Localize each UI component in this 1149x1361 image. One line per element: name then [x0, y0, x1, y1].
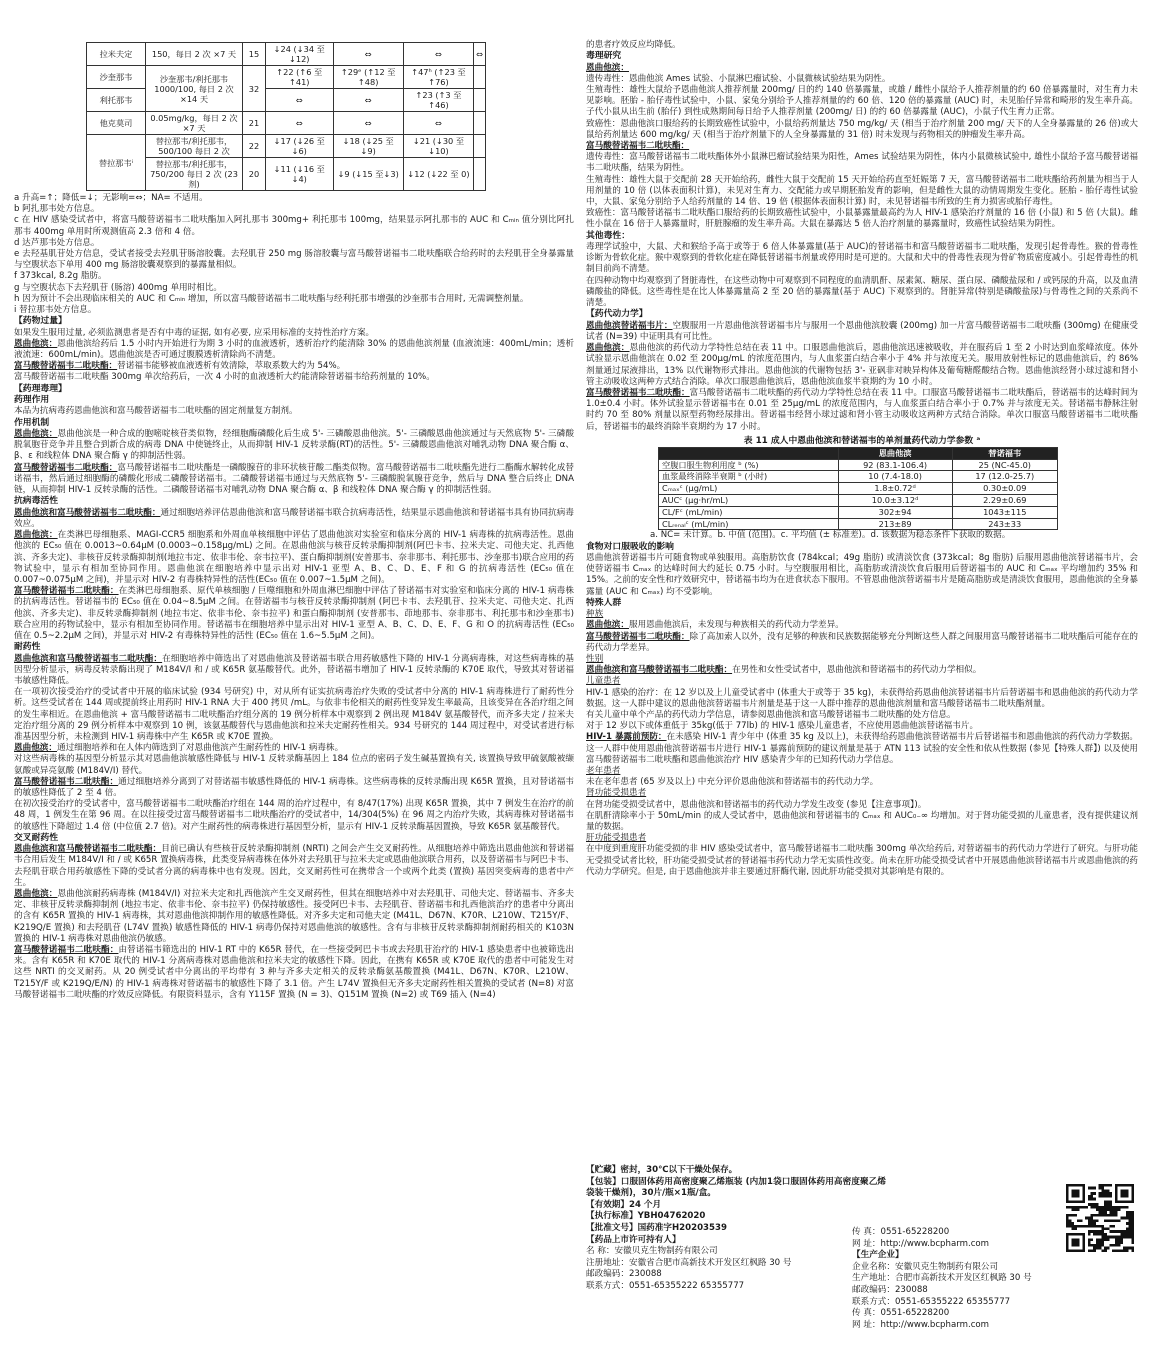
tcmax-cell: [474, 158, 486, 191]
paragraph-lead: 富马酸替诺福韦二吡呋酯：: [14, 462, 118, 473]
paragraph: 种族: [586, 609, 604, 620]
tcmax-cell: [474, 66, 486, 89]
cmin-cell: ↓12 (↓22 至 0): [403, 158, 473, 191]
paragraph-lead: 恩曲他滨：: [14, 889, 58, 900]
paragraph: 恩曲他滨替诺福韦片可随食物或单独服用。高脂肪饮食 (784kcal；49g 脂肪) 或清淡饮食 (373kcal；8g 脂肪) 后服用恩曲他滨替诺福韦片，会使替诺福韦 Cₘₐₓ 的达峰时间大约延长 0.75 小时。与空腹服用相比，高脂肪或清淡饮食后服用后替诺福韦的 AUC 和 Cₘₐₓ 平均增加约 35% 和 15%。之前的安全性和疗效研究中，替诺福韦均为在进食状态下服用。不管恩曲他滨替诺福韦片是随高脂肪或是清淡饮食服用，恩曲他滨的全身暴露量 (AUC 和 Cₘₐₓ) 均不受影响。: [586, 552, 1138, 597]
n-cell: 22: [243, 135, 266, 158]
paragraph: [586, 343, 1138, 388]
paragraph-lead: 恩曲他滨和富马酸替诺福韦二吡呋酯：: [14, 653, 163, 664]
table-row: [87, 158, 486, 191]
paragraph: b 阿扎那韦处方信息。: [14, 204, 100, 215]
paragraph-body: 在男性和女性受试者中，恩曲他滨和替诺福韦的药代动力学相似。: [732, 665, 982, 676]
qr-code-icon: [1066, 1184, 1134, 1252]
info-line: 传 真：0551-65228200: [852, 1227, 950, 1237]
info-line: 【药品上市许可持有人】: [586, 1234, 681, 1245]
cmin-cell: ⇔: [403, 112, 473, 135]
paragraph-body: 通过细胞培养分离到了对替诺福韦敏感性降低的 HIV-1 病毒株。这些病毒株的反转录酶出现 K65R 置换，且对替诺福韦的敏感性降低了 2 至 4 倍。: [14, 776, 574, 798]
cmin-cell: ↑47ʰ (↑23 至↑76): [403, 66, 473, 89]
paragraph-lead: 恩曲他滨：: [586, 620, 629, 631]
dose-cell: 沙奎那韦/利托那韦 1000/100, 每日 2 次×14 天: [146, 66, 243, 112]
info-line: 网 址：http://www.bcpharm.com: [852, 1319, 990, 1330]
paragraph-body: 恩曲他滨是一种合成的胞嘧啶核苷类似物，经细胞酶磷酸化后生成 5'- 三磷酸恩曲他滨。5'- 三磷酸恩曲他滨通过与天然底物 5'- 三磷酸脱氧胞苷竞争并且整合到新合成的病毒 DNA 中使链终止，从而抑制 HIV-1 反转录酶(RT)的活性。5'- 三磷酸恩曲他滨对哺乳动物 DNA 聚合酶 α、β、ε 和线粒体 DNA 聚合酶 γ 的抑制活性弱。: [14, 429, 574, 462]
paragraph: 在初次接受治疗的受试者中，富马酸替诺福韦二吡呋酯治疗组在 144 周的治疗过程中，有 8/47(17%) 出现 K65R 置换，其中 7 例发生在治疗的前 48 周，1 例发生在第 96 周。在以往接受过富马酸替诺福韦二吡呋酯治疗的受试者中，14/304(5%) 在 96 周之内治疗失败，其病毒株对替诺福韦的敏感性下降超过 1.4 倍 (中位值 2.7 倍)。对产生耐药性的病毒株进行基因型分析，显示有 HIV-1 反转录酶基因置换，导致 K65R 氨基酸替代。: [14, 799, 574, 832]
section-heading: 特殊人群: [586, 597, 622, 608]
cmax-cell: ↓24 (↓34 至↓12): [266, 43, 334, 66]
section-heading: 【药代动力学】: [586, 309, 648, 320]
paragraph: 恩曲他滨：: [586, 62, 629, 73]
n-cell: 20: [243, 158, 266, 191]
pk-cell: 213±89: [838, 518, 952, 530]
info-line: 生产地址：合肥市高新技术开发区红枫路 30 号: [852, 1273, 1032, 1284]
paragraph: 性别: [586, 653, 604, 664]
section-heading: 药理作用: [14, 395, 50, 406]
info-line: 企业名称：安徽贝克生物制药有限公司: [852, 1261, 999, 1272]
paragraph-body: 在类淋巴母细胞系、原代单核细胞 / 巨噬细胞和外周血淋巴细胞中评估了替诺福韦对实验室和临床分离的 HIV-1 病毒株的抗病毒活性。替诺福韦的 EC₅₀ 值在 0.04~8.5μM 之间。在替诺福韦与核苷反转录酶抑制剂 (阿巴卡韦、去羟肌苷、拉米夫定、司他夫定、扎西他滨、齐多夫定)、非反转录酶抑制剂 (地拉韦定、依非韦伦、奈韦拉平) 和蛋白酶抑制剂 (安普那韦、茚地那韦、奈非那韦、利托那韦和沙奎那韦) 联合应用的药物试验中，显示有相加至协同作用。替诺福韦在细胞培养中显示出对 HIV-1 亚型 A、B、C、D、E、F、G 和 O 的抗病毒活性 (EC₅₀ 值在 0.5~2.2μM 之间)，并显示对 HIV-2 有毒株特异性的活性 (EC₅₀ 值在 1.6~5.5μM 之间)。: [14, 586, 574, 641]
paragraph: 肝功能受损患者: [586, 833, 647, 844]
pk-cell: 92 (83.1-106.4): [838, 459, 952, 471]
paragraph: 老年患者: [586, 765, 621, 776]
pk-cell: 25 (NC-45.0): [952, 459, 1057, 471]
paragraph: 有关儿童中单个产品的药代动力学信息，请参阅恩曲他滨和富马酸替诺福韦二吡呋酯的处方信息。: [586, 709, 956, 720]
paragraph-lead: 恩曲他滨和富马酸替诺福韦二吡呋酯：: [14, 844, 162, 855]
info-line: 联系方式：0551-65355222 65355777: [852, 1296, 1011, 1307]
info-line: 邮政编码：230088: [852, 1284, 928, 1295]
drug-name-cell: 拉米夫定: [87, 43, 146, 66]
pk-cell: Cₘₐₓᶜ (μg/mL): [659, 483, 839, 495]
paragraph: 遗传毒性：富马酸替诺福韦二吡呋酯体外小鼠淋巴瘤试验结果为阳性，Ames 试验结果为阴性，体内小鼠微核试验中, 雄性小鼠给予富马酸替诺福韦二吡呋酯，结果为阴性。: [586, 152, 1138, 174]
interaction-table-wrap: [86, 42, 486, 191]
drug-name-cell: 他克莫司: [87, 112, 146, 135]
paragraph: i 替拉那韦处方信息。: [14, 305, 97, 316]
pk-cell: CL/Fᶜ (mL/min): [659, 506, 839, 518]
paragraph-body: 在类淋巴母细胞系、MAGI-CCR5 细胞系和外周血单核细胞中评估了恩曲他滨对实验室和临床分离的 HIV-1 病毒株的抗病毒活性。恩曲他滨的 EC₅₀ 值在 0.0013~0.64μM (0.0003~0.158μg/mL) 之间。在恩曲他滨与核苷反转录酶抑制剂(阿巴卡韦、拉米夫定、司他夫定、扎西他滨、齐多夫定)、非核苷反转录酶抑制剂(地拉韦定、依非韦伦、奈韦拉平)、蛋白酶抑制剂(安普那韦、奈非那韦、利托那韦、沙奎那韦)联合应用的药物试验中，显示有相加至协同作用。恩曲他滨在细胞培养中显示出对 HIV-1 亚型 A、B、C、D、E、F 和 G 的抗病毒活性 (EC₅₀ 值在 0.007~0.075μM 之间)，并显示对 HIV-2 有毒株特异性的活性(EC₅₀ 值在 0.007~1.5μM 之间)。: [14, 530, 574, 585]
pk-cell: 243±33: [952, 518, 1057, 530]
paragraph: 富马酸替诺福韦二吡呋酯 300mg 单次给药后，一次 4 小时的血液透析大约能清除替诺福韦给药剂量的 10%。: [14, 372, 435, 383]
tcmax-cell: [474, 135, 486, 158]
paragraph: [14, 889, 574, 945]
info-line: 【生产企业】: [852, 1250, 904, 1261]
auc-cell: ⇔: [333, 112, 403, 135]
n-cell: 32: [243, 66, 266, 112]
pk-cell: 1043±115: [952, 506, 1057, 518]
paragraph: d 达芦那韦处方信息。: [14, 237, 100, 248]
paragraph-body: 恩曲他滨给药后 1.5 小时内开始进行为期 3 小时的血液透析，透析治疗约能清除 30% 的恩曲他滨剂量 (血液流速：400mL/min；透析液流速：600mL/min)。恩曲他滨是否可通过腹膜透析清除尚不清楚。: [14, 338, 574, 361]
dose-cell: 替拉那韦/利托那韦， 500/100 每日 2 次: [146, 135, 243, 158]
paragraph: [14, 586, 574, 642]
pk-table: [658, 447, 1058, 531]
paragraph-lead: 富马酸替诺福韦二吡呋酯：: [586, 387, 690, 398]
section-heading: 抗病毒活性: [14, 496, 58, 507]
drug-name-cell: 利托那韦: [87, 89, 146, 112]
paragraph-body: 服用恩曲他滨后，未发现与种族相关的药代动力学差异。: [628, 620, 844, 631]
paragraph: [586, 321, 1138, 343]
paragraph: a 升高=↑；降低=↓；无影响=⇔；NA= 不适用。: [14, 193, 208, 203]
pk-cell: 血浆最终消除半衰期 ᵇ (小时): [659, 471, 839, 483]
paragraph: 未在老年患者 (65 岁及以上) 中充分评价恩曲他滨和替诺福韦的药代动力学。: [586, 777, 879, 788]
pk-cell: AUCᶜ (μg·hr/mL): [659, 494, 839, 506]
paragraph: 在肌酐清除率小于 50mL/min 的成人受试者中，恩曲他滨和替诺福韦的 Cₘₐₓ 和 AUC₀₋∞ 均增加。对于肾功能受损的儿童患者，没有提供建议剂量的数据。: [586, 810, 1138, 832]
cmin-cell: ↓21 (↓30 至↓10): [403, 135, 473, 158]
pk-cell: 302±94: [838, 506, 952, 518]
paragraph-lead: 恩曲他滨：: [14, 429, 58, 440]
paragraph: 对这些病毒株的基因型分析显示其对恩曲他滨敏感性降低与 HIV-1 反转录酶基因上 184 位点的密码子发生碱基置换有关, 该置换导致甲硫氨酸被缬氨酸或异亮氨酸 (M184V/I) 替代。: [14, 754, 574, 776]
paragraph: [14, 743, 574, 754]
auc-cell: ↓9 (↓15 至↓3): [333, 158, 403, 191]
section-heading: 【药理毒理】: [14, 383, 67, 394]
info-line: 网 址：http://www.bcpharm.com: [852, 1238, 990, 1249]
auc-cell: ⇔: [333, 89, 403, 112]
paragraph-lead: 恩曲他滨和富马酸替诺福韦二吡呋酯：: [586, 665, 733, 676]
n-cell: 15: [243, 43, 266, 66]
dose-cell: 0.05mg/kg，每日 2 次 ×7 天: [146, 112, 243, 135]
paragraph: 如果发生服用过量, 必须监测患者是否有中毒的证据, 如有必要, 应采用标准的支持性治疗方案。: [14, 327, 375, 338]
info-line: 名 称：安徽贝克生物制药有限公司: [586, 1246, 718, 1257]
cmin-cell: ↑23 (↑3 至↑46): [403, 89, 473, 112]
pk-table-title: 表 11 成人中恩曲他滨和替诺福韦的单剂量药代动力学参数 ᵃ: [743, 435, 981, 446]
table-row: [87, 135, 486, 158]
paragraph: h 因为预计不会出现临床相关的 AUC 和 Cₘᵢₙ 增加，所以富马酸替诺福韦二吡呋酯与经利托那韦增强的沙奎那韦合用时, 无需调整剂量。: [14, 293, 529, 304]
left-text: [14, 193, 574, 1001]
paragraph: 本品为抗病毒药恩曲他滨和富马酸替诺福韦二吡呋酯的固定剂量复方制剂。: [14, 406, 298, 417]
section-heading: 毒理研究: [586, 51, 622, 62]
paragraph: [14, 429, 574, 463]
auc-cell: ↑29ᵉ (↑12 至↑48): [333, 66, 403, 89]
drug-name-cell: 沙奎那韦: [87, 66, 146, 89]
info-line: 【有效期】24 个月: [586, 1199, 662, 1210]
auc-cell: ⇔: [333, 43, 403, 66]
paragraph: [586, 620, 1138, 631]
paragraph-lead: 恩曲他滨替诺福韦片：: [586, 320, 673, 331]
cmax-cell: ↓17 (↓26 至↓6): [266, 135, 334, 158]
drug-name-cell: 替拉那韦ⁱ: [87, 135, 146, 191]
section-heading: 交叉耐药性: [14, 832, 58, 843]
paragraph-lead: 富马酸替诺福韦二吡呋酯：: [586, 631, 690, 642]
paragraph: 在四种动物中均观察到了肾脏毒性，在这些动物中可观察到不同程度的血清肌酐、尿素氮、糖尿、蛋白尿、磷酸盐尿和 / 或钙尿的升高，以及血清磷酸盐的降低。这些毒性是在比人体暴露量高 2 至 20 倍的暴露量(基于 AUC) 下观察到的。肾脏异常(特别是磷酸盐尿)与骨毒性之间的关系尚不清楚。: [586, 275, 1138, 309]
paragraph: 对于 12 岁以下或体重低于 35kg(低于 77lb) 的 HIV-1 感染儿童患者，不应使用恩曲他滨替诺福韦片。: [586, 721, 979, 732]
paragraph-body: 在未感染 HIV-1 青少年中 (体重 35 kg 及以上)，未获得给药恩曲他滨替诺福韦片后替诺福韦和恩曲他滨的药代动力学数据。这一人群中使用恩曲他滨替诺福韦片进行 HIV-1 暴露前预防的建议剂量是基于 ATN 113 试验的安全性和依从性数据 (参见【特殊人群】) 以及使用富马酸替诺福韦二吡呋酯和恩曲他滨治疗 HIV 感染青少年的已知药代动力学信息。: [586, 732, 1138, 765]
paragraph: HIV-1 感染的治疗：在 12 岁以及上儿童受试者中 (体重大于或等于 35 kg)，未获得给药恩曲他滨替诺福韦片后替诺福韦和恩曲他滨的药代动力学数据。这一人群中建议的恩曲他滨替诺福韦片剂量是基于这一人群中推荐的恩曲他滨剂量和富马酸替诺福韦二吡呋酯剂量。: [586, 687, 1138, 709]
paragraph: 儿童患者: [586, 676, 621, 687]
dose-cell: 替拉那韦/利托那韦， 750/200 每日 2 次 (23 剂): [146, 158, 243, 191]
tcmax-cell: [474, 89, 486, 112]
paragraph-lead: HIV-1 暴露前预防：: [586, 732, 667, 743]
paragraph-body: 由替诺福韦筛选出的 HIV-1 RT 中的 K65R 替代，在一些接受阿巴卡韦或去羟肌苷治疗的 HIV-1 感染患者中也被筛选出来。含有 K65R 和 K70E 取代的 HIV-1 分离病毒株对恩曲他滨和拉米夫定的敏感性下降。因此，在携有 K65R 或 K70E 取代的患者中可能发生对这些 NRTI 的交叉耐药。从 20 例受试者中分离出的平均带有 3 种与齐多夫定相关的反转录酶氨基酸置换 (M41L、D67N、K70R、L210W、T215Y/F 或 K219Q/E/N) 的 HIV-1 病毒株对替诺福韦的敏感性下降了 3.1 倍。产生 L74V 置换但无齐多夫定耐药性相关置换的受试者 (N=8) 对富马酸替诺福韦二吡呋酯的疗效反应降低。有限资料显示，含有 Y115F 置换 (N = 3)、Q151M 置换 (N=2) 或 T69 插入 (N=4): [14, 945, 575, 1000]
paragraph: [14, 508, 574, 530]
paragraph-lead: 恩曲他滨和富马酸替诺福韦二吡呋酯：: [14, 507, 161, 518]
paragraph: e 去羟基肌苷处方信息，受试者接受去羟肌苷肠溶胶囊。去羟肌苷 250 mg 肠溶胶囊与富马酸替诺福韦二吡呋酯联合给药时的去羟肌苷全身暴露量与空腹状态下单用 400 mg 肠溶胶囊观察到的暴露量相似。: [14, 249, 574, 271]
pk-header-cell: 替诺福韦: [952, 447, 1057, 459]
paragraph: 致癌性：富马酸替诺福韦二吡呋酯口服给药的长期致癌性试验中，小鼠暴露量最高约为人 HIV-1 感染治疗剂量的 16 倍 (小鼠) 和 5 倍 (大鼠)。雌性小鼠在 16 倍于人暴露量时，肝脏腺瘤的发生率升高。大鼠在暴露达 5 倍人治疗剂量的暴露量时，致癌性试验结果为阴性。: [586, 208, 1138, 230]
paragraph-body: 除了高加索人以外，没有足够的种族和民族数据能够充分判断这些人群之间服用富马酸替诺福韦二吡呋酯后可能存在的药代动力学差异。: [586, 631, 1138, 653]
interaction-table: [86, 42, 486, 191]
paragraph-lead: 恩曲他滨：: [14, 743, 57, 754]
paragraph-body: 恩曲他滨的药代动力学特性总结在表 11 中。口服恩曲他滨后，恩曲他滨迅速被吸收，并在服药后 1 至 2 小时达到血浆峰浓度。体外试验显示恩曲他滨在 0.02 至 200μg/mL 的浓度范围内，与人血浆蛋白结合率小于 4% 并与浓度无关。服用放射性标记的恩曲他滨后，约 86% 剂量通过尿液排出，13% 以代谢物形式排出。恩曲他滨的代谢物包括 3'- 亚砜非对映异构体及葡萄糖醛酸结合物。恩曲他滨经肾小球过滤和肾小管主动吸收这两种方式结合消除。单次口服恩曲他滨后，恩曲他滨血浆半衰期约为 10 小时。: [586, 343, 1138, 387]
paragraph: [14, 530, 574, 586]
info-line: 【贮藏】密封，30℃以下干燥处保存。: [586, 1165, 738, 1175]
right-column: [586, 40, 1138, 878]
paragraph: [14, 361, 574, 372]
section-heading: 其他毒性：: [586, 230, 630, 241]
paragraph: 生殖毒性：雄性大鼠于交配前 28 天开始给药，雌性大鼠于交配前 15 天开始给药直至妊娠第 7 天，富马酸替诺福韦二吡呋酯给药剂量为相当于人用剂量的 10 倍 (以体表面积计算)，未见对生育力、交配能力或早期胚胎发育的影响，但是雌性大鼠的动情周期发生变化。胚胎 - 胎仔毒性试验中，大鼠、家兔分别给予人给药剂量的 14 倍、19 倍 (根据体表面积计算) 时，未见替诺福韦所致的生育力损害或胎仔毒性。: [586, 174, 1138, 208]
storage-packaging-info: [586, 1165, 886, 1293]
paragraph: [14, 945, 574, 1001]
table-row: [87, 112, 486, 135]
tcmax-cell: [474, 112, 486, 135]
table-row: [659, 483, 1058, 495]
paragraph: [14, 777, 574, 799]
paragraph: [586, 732, 1138, 766]
paragraph: [586, 632, 1138, 654]
section-heading: 【药物过量】: [14, 316, 67, 327]
paragraph: [14, 463, 574, 497]
paragraph: 肾功能受损患者: [586, 788, 647, 799]
tcmax-cell: ⇔: [474, 43, 486, 66]
pk-cell: 1.8±0.72ᵈ: [838, 483, 952, 495]
cmin-cell: ⇔: [403, 43, 473, 66]
right-text-2: [586, 542, 1138, 879]
paragraph-body: 通过细胞培养和在人体内筛选到了对恩曲他滨产生耐药性的 HIV-1 病毒株。: [56, 743, 344, 754]
section-heading: 作用机制: [14, 417, 50, 428]
cmax-cell: ↑22 (↑6 至↑41): [266, 66, 334, 89]
paragraph-body: 恩曲他滨耐药病毒株 (M184V/I) 对拉米夫定和扎西他滨产生交叉耐药性，但其在细胞培养中对去羟肌苷、司他夫定、替诺福韦、齐多夫定、非核苷反转录酶抑制剂 (地拉韦定、依非韦伦、奈韦拉平) 仍保持敏感性。接受阿巴卡韦、去羟肌苷、替诺福韦和扎西他滨治疗的患者中分离出的含有 K65R 置换的 HIV-1 病毒株，其对恩曲他滨抑制作用的敏感性降低。对齐多夫定和司他夫定 (M41L、D67N、K70R、L210W、T215Y/F、K219Q/E 置换) 和去羟肌苷 (L74V 置换) 敏感性降低的 HIV-1 病毒仍保持对恩曲他滨的敏感性。含有与非核苷反转录酶抑制剂耐药相关的 K103N 置换的 HIV-1 病毒株对恩曲他滨仍敏感。: [14, 889, 574, 944]
table-row: [659, 494, 1058, 506]
paragraph: 的患者疗效反应均降低。: [586, 40, 681, 50]
info-line: 【包装】口服固体药用高密度聚乙烯瓶装 (内加1袋口服固体药用高密度聚乙烯袋装干燥剂)，30片/瓶×1瓶/盒。: [586, 1176, 886, 1199]
paragraph-lead: 恩曲他滨：: [14, 530, 58, 541]
pk-header-cell: [659, 447, 839, 459]
section-heading: 耐药性: [14, 642, 41, 653]
paragraph-lead: 恩曲他滨：: [14, 338, 58, 349]
section-heading: 食物对口服吸收的影响: [586, 541, 674, 552]
paragraph-body: 目前已确认有些核苷反转录酶抑制剂 (NRTI) 之间会产生交叉耐药性。从细胞培养中筛选出恩曲他滨和替诺福韦合用后发生 M184V/I 和 / 或 K65R 置换病毒株，此类变异病毒株在体外对去羟肌苷与拉米夫定或恩曲他滨联合用药，以及替诺福韦与阿巴卡韦、去羟肌苷联合用药敏感性下降的受试者分离的病毒株中也有发现。因此，交叉耐药性可在携带含一个或两个此类 (置换) 基因突变病毒的患者中产生。: [14, 844, 574, 888]
table-row: [659, 506, 1058, 518]
left-column: [14, 42, 574, 1001]
pk-header-cell: 恩曲他滨: [838, 447, 952, 459]
info-line: 注册地址：安徽省合肥市高新技术开发区红枫路 30 号: [586, 1257, 792, 1268]
paragraph: c 在 HIV 感染受试者中，将富马酸替诺福韦二吡呋酯加入阿扎那韦 300mg+ 利托那韦 100mg，结果显示阿扎那韦的 AUC 和 Cₘᵢₙ 值分别比阿扎那韦 400mg 单用时所观测值高 2.3 倍和 4 倍。: [14, 215, 574, 237]
pk-cell: 0.30±0.09: [952, 483, 1057, 495]
paragraph-body: 富马酸替诺福韦二吡呋酯是一磷酸腺苷的非环状核苷酸二酯类似物。富马酸替诺福韦二吡呋酯先进行二酯酶水解转化成替诺福韦，然后通过细胞酶的磷酸化形成二磷酸替诺福韦。二磷酸替诺福韦通过与天然底物 5'- 三磷酸脱氧腺苷竞争，然后与 DNA 整合后终止 DNA 链，从而抑制 HIV-1 反转录酶的活性。二磷酸替诺福韦对哺乳动物 DNA 聚合酶 α、β 和线粒体 DNA 聚合酶 γ 的抑制活性弱。: [14, 462, 574, 496]
info-line: 联系方式：0551-65355222 65355777: [586, 1280, 745, 1291]
info-line: 邮政编码：230088: [586, 1269, 662, 1280]
paragraph: [14, 654, 574, 688]
paragraph-body: 替诺福韦能够被血液透析有效清除，萃取系数大约为 54%。: [117, 361, 346, 372]
paragraph: 毒理学试验中，大鼠、犬和猴给予高于或等于 6 倍人体暴露量(基于 AUC)的替诺福韦和富马酸替诺福韦二吡呋酯，发现引起骨毒性。猴的骨毒性诊断为骨软化症。猴中观察到的骨软化症在降低替诺福韦剂量或停用时是可逆的。大鼠和犬中的骨毒性表现为骨矿物质密度减小。引起骨毒性的机制目前尚不清楚。: [586, 242, 1138, 275]
info-line: 【执行标准】YBH04762020: [586, 1211, 706, 1222]
paragraph: g 与空腹状态下去羟肌苷 (肠溶) 400mg 单用时相比。: [14, 282, 223, 293]
cmax-cell: ⇔: [266, 89, 334, 112]
table-row: [659, 459, 1058, 471]
paragraph: 在一项初次接受治疗的受试者中开展的临床试验 (934 号研究) 中，对从所有证实抗病毒治疗失败的受试者中分离的 HIV-1 病毒株进行了耐药性分析。这些受试者在 144 周或提前终止用药时 HIV-1 RNA 大于 400 拷贝 /mL。与依非韦伦相关的耐药性变异发生率最高，且该变异在各治疗组之间的发生率相近。在恩曲他滨 + 富马酸替诺福韦二吡呋酯治疗组分离的 19 例分析样本中观察到 2 例出现 M184V 氨基酸替代，而齐多夫定 / 拉米夫定治疗组分离的 29 例分析样本中观察到 10 例，该氨基酸替代与恩曲他滨和拉米夫定耐药性相关。934 号研究的 144 周过程中，对受试者进行标准基因型分析，未检测到 HIV-1 病毒株中产生 K65R 或 K70E 置换。: [14, 687, 574, 742]
paragraph: 生殖毒性：雄性大鼠给予恩曲他滨人推荐剂量 200mg/ 日的约 140 倍暴露量，或雄 / 雌性小鼠给予人推荐剂量的约 60 倍暴露量时，对生育力未见影响。胚胎 - 胎仔毒性试验中，小鼠、家兔分别给予人推荐剂量的约 60 倍、120 倍的暴露量 (AUC) 时，未见胎仔异常和畸形的发生率升高。子代小鼠从出生前 (胎仔) 到性成熟期间每日给予人推荐剂量 (200mg/ 日) 的约 60 倍暴露量 (AUC)，小鼠子代生育力正常。: [586, 85, 1138, 118]
pk-cell: 10.0±3.12ᵈ: [838, 494, 952, 506]
pk-cell: 空腹口服生物利用度 ᵇ (%): [659, 459, 839, 471]
info-line: 传 真：0551-65228200: [852, 1308, 950, 1319]
paragraph-body: 通过细胞培养评估恩曲他滨和富马酸替诺福韦联合抗病毒活性，结果显示恩曲他滨和替诺福韦具有协同抗病毒效应。: [14, 507, 574, 529]
dose-cell: 150，每日 2 次 ×7 天: [146, 43, 243, 66]
pk-cell: 2.29±0.69: [952, 494, 1057, 506]
table-row: [659, 471, 1058, 483]
pk-cell: CLᵣₑₙₐₗᶜ (mL/min): [659, 518, 839, 530]
paragraph: 在中度到重度肝功能受损的非 HIV 感染受试者中，富马酸替诺福韦二吡呋酯 300mg 单次给药后, 对替诺福韦的药代动力学进行了研究。与肝功能无受损受试者比较，肝功能受损受试者的替诺福韦药代动力学无实质性改变。尚未在肝功能受损受试者中开展恩曲他滨替诺福韦片或恩曲他滨的药代动力学研究。但是, 由于恩曲他滨并非主要通过肝酶代谢, 因此肝功能受损对其影响是有限的。: [586, 844, 1138, 877]
cmax-cell: ↓11 (↓16 至↓4): [266, 158, 334, 191]
pk-cell: 10 (7.4-18.0): [838, 471, 952, 483]
paragraph: [14, 339, 574, 361]
right-text: [586, 40, 1138, 433]
paragraph: 在肾功能受损受试者中，恩曲他滨和替诺福韦的药代动力学发生改变 (参见【注意事项】)。: [586, 799, 927, 810]
paragraph: [586, 665, 1138, 676]
table-row: [659, 518, 1058, 530]
paragraph-lead: 富马酸替诺福韦二吡呋酯：: [14, 776, 119, 787]
paragraph: [14, 844, 574, 889]
paragraph-lead: 恩曲他滨：: [586, 343, 630, 354]
table-row: [87, 66, 486, 89]
pk-table-note: a. NC= 未计算。b. 中值 (范围)。c. 平均值 (± 标准差)。d. 该数据为稳态条件下获取的数据。: [650, 530, 1011, 541]
paragraph-body: 富马酸替诺福韦二吡呋酯的药代动力学特性总结在表 11 中。口服富马酸替诺福韦二吡呋酯后，替诺福韦的达峰时间为 1.0±0.4 小时。体外试验显示替诺福韦在 0.01 至 25μg/mL 的浓度范围内，与人血浆蛋白结合率小于 0.7% 并与浓度无关。替诺福韦静脉注射时约 70 至 80% 剂量以原型药物经尿排出。替诺福韦经肾小球过滤和肾小管主动吸收这两种方式结合消除。单次口服富马酸替诺福韦二吡呋酯后，替诺福韦的最终消除半衰期约为 17 小时。: [586, 387, 1138, 432]
paragraph: 富马酸替诺福韦二吡呋酯：: [586, 141, 690, 152]
paragraph: 致癌性：恩曲他滨口服给药的长期致癌性试验中，小鼠给药剂量达 750 mg/kg/ 天 (相当于治疗剂量 200 mg/ 天下的人全身暴露量的 26 倍)或大鼠给药剂量达 600 mg/kg/ 天 (相当于治疗剂量下的人全身暴露量的 31 倍) 时未发现与药物相关的肿瘤发生率升高。: [586, 118, 1138, 140]
paragraph: [586, 388, 1138, 433]
paragraph-body: 在细胞培养中筛选出了对恩曲他滨及替诺福韦联合用药敏感性下降的 HIV-1 分离病毒株，对这些病毒株的基因型分析显示，病毒反转录酶出现了 M184V/I 和 / 或 K65R 氨基酸替代。此外，替诺福韦增加了 HIV-1 反转录酶的 K70E 取代，导致其对替诺福韦敏感性降低。: [14, 653, 574, 686]
paragraph-body: 空腹服用一片恩曲他滨替诺福韦片与服用一个恩曲他滨胶囊 (200mg) 加一片富马酸替诺福韦二吡呋酯 (300mg) 在健康受试者 (N=39) 中证明具有可比性。: [586, 320, 1138, 342]
n-cell: 21: [243, 112, 266, 135]
auc-cell: ↓18 (↓25 至↓9): [333, 135, 403, 158]
paragraph-lead: 富马酸替诺福韦二吡呋酯：: [14, 361, 118, 372]
info-line: 【批准文号】国药准字H20203539: [586, 1222, 727, 1233]
table-row: [87, 43, 486, 66]
paragraph: f 373kcal, 8.2g 脂肪。: [14, 271, 107, 282]
cmax-cell: ⇔: [266, 112, 334, 135]
paragraph-lead: 富马酸替诺福韦二吡呋酯：: [14, 945, 119, 956]
paragraph-lead: 富马酸替诺福韦二吡呋酯：: [14, 586, 119, 597]
pk-cell: 17 (12.0-25.7): [952, 471, 1057, 483]
paragraph: 遗传毒性：恩曲他滨 Ames 试验、小鼠淋巴瘤试验、小鼠微核试验结果为阴性。: [586, 73, 891, 84]
